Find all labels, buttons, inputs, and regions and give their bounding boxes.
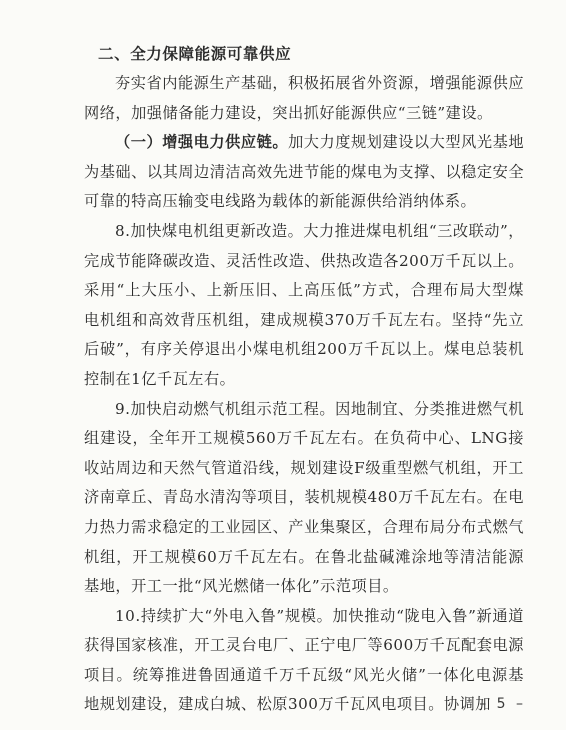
document-body [84, 40, 524, 720]
subsection-paragraph [84, 128, 524, 217]
intro-paragraph: 夯实省内能源生产基础，积极拓展省外资源，增强能源供应网络，加强储备能力建设，突出抓好能源供应“三链”建设。 [84, 74, 524, 122]
item-8-paragraph: 8.加快煤电机组更新改造。大力推进煤电机组“三改联动”，完成节能降碳改造、灵活性改造、供热改造各200万千瓦以上。采用“上大压小、上新压旧、上高压低”方式，合理布局大型煤电机组和高效背压机组，建成规模370万千瓦左右。坚持“先立后破”，有序关停退出小煤电机组200万千瓦以上。煤电总装机控制在1亿千瓦左右。 [84, 221, 524, 388]
item-9-paragraph: 9.加快启动燃气机组示范工程。因地制宜、分类推进燃气机组建设，全年开工规模560万千瓦左右。在负荷中心、LNG接收站周边和天然气管道沿线，规划建设F级重型燃气机组，开工济南章丘、青岛水清沟等项目，装机规模480万千瓦左右。在电力热力需求稳定的工业园区、产业集聚区，合理布局分布式燃气机组，开工规模60万千瓦左右。在鲁北盐碱滩涂地等清洁能源基地，开工一批“风光燃储一体化”示范项目。 [84, 399, 524, 596]
section-heading: 二、全力保障能源可靠供应 [98, 45, 292, 63]
page-number: – 5 – [479, 696, 526, 712]
subsection-lead: （一）增强电力供应链。 [115, 133, 289, 152]
subsection-text: 加大力度规划建设以大型风光基地为基础、以其周边清洁高效先进节能的煤电为支撑、以稳定安全可靠的特高压输变电线路为载体的新能源供给消纳体系。 [84, 133, 525, 211]
item-10-paragraph: 10.持续扩大“外电入鲁”规模。加快推动“陇电入鲁”新通道获得国家核准，开工灵台电厂、正宁电厂等600万千瓦配套电源项目。统筹推进鲁固通道千万千瓦级“风光火储”一体化电源基地规划建设，建成白城、松原300万千瓦风电项目。协调加 [84, 606, 524, 714]
